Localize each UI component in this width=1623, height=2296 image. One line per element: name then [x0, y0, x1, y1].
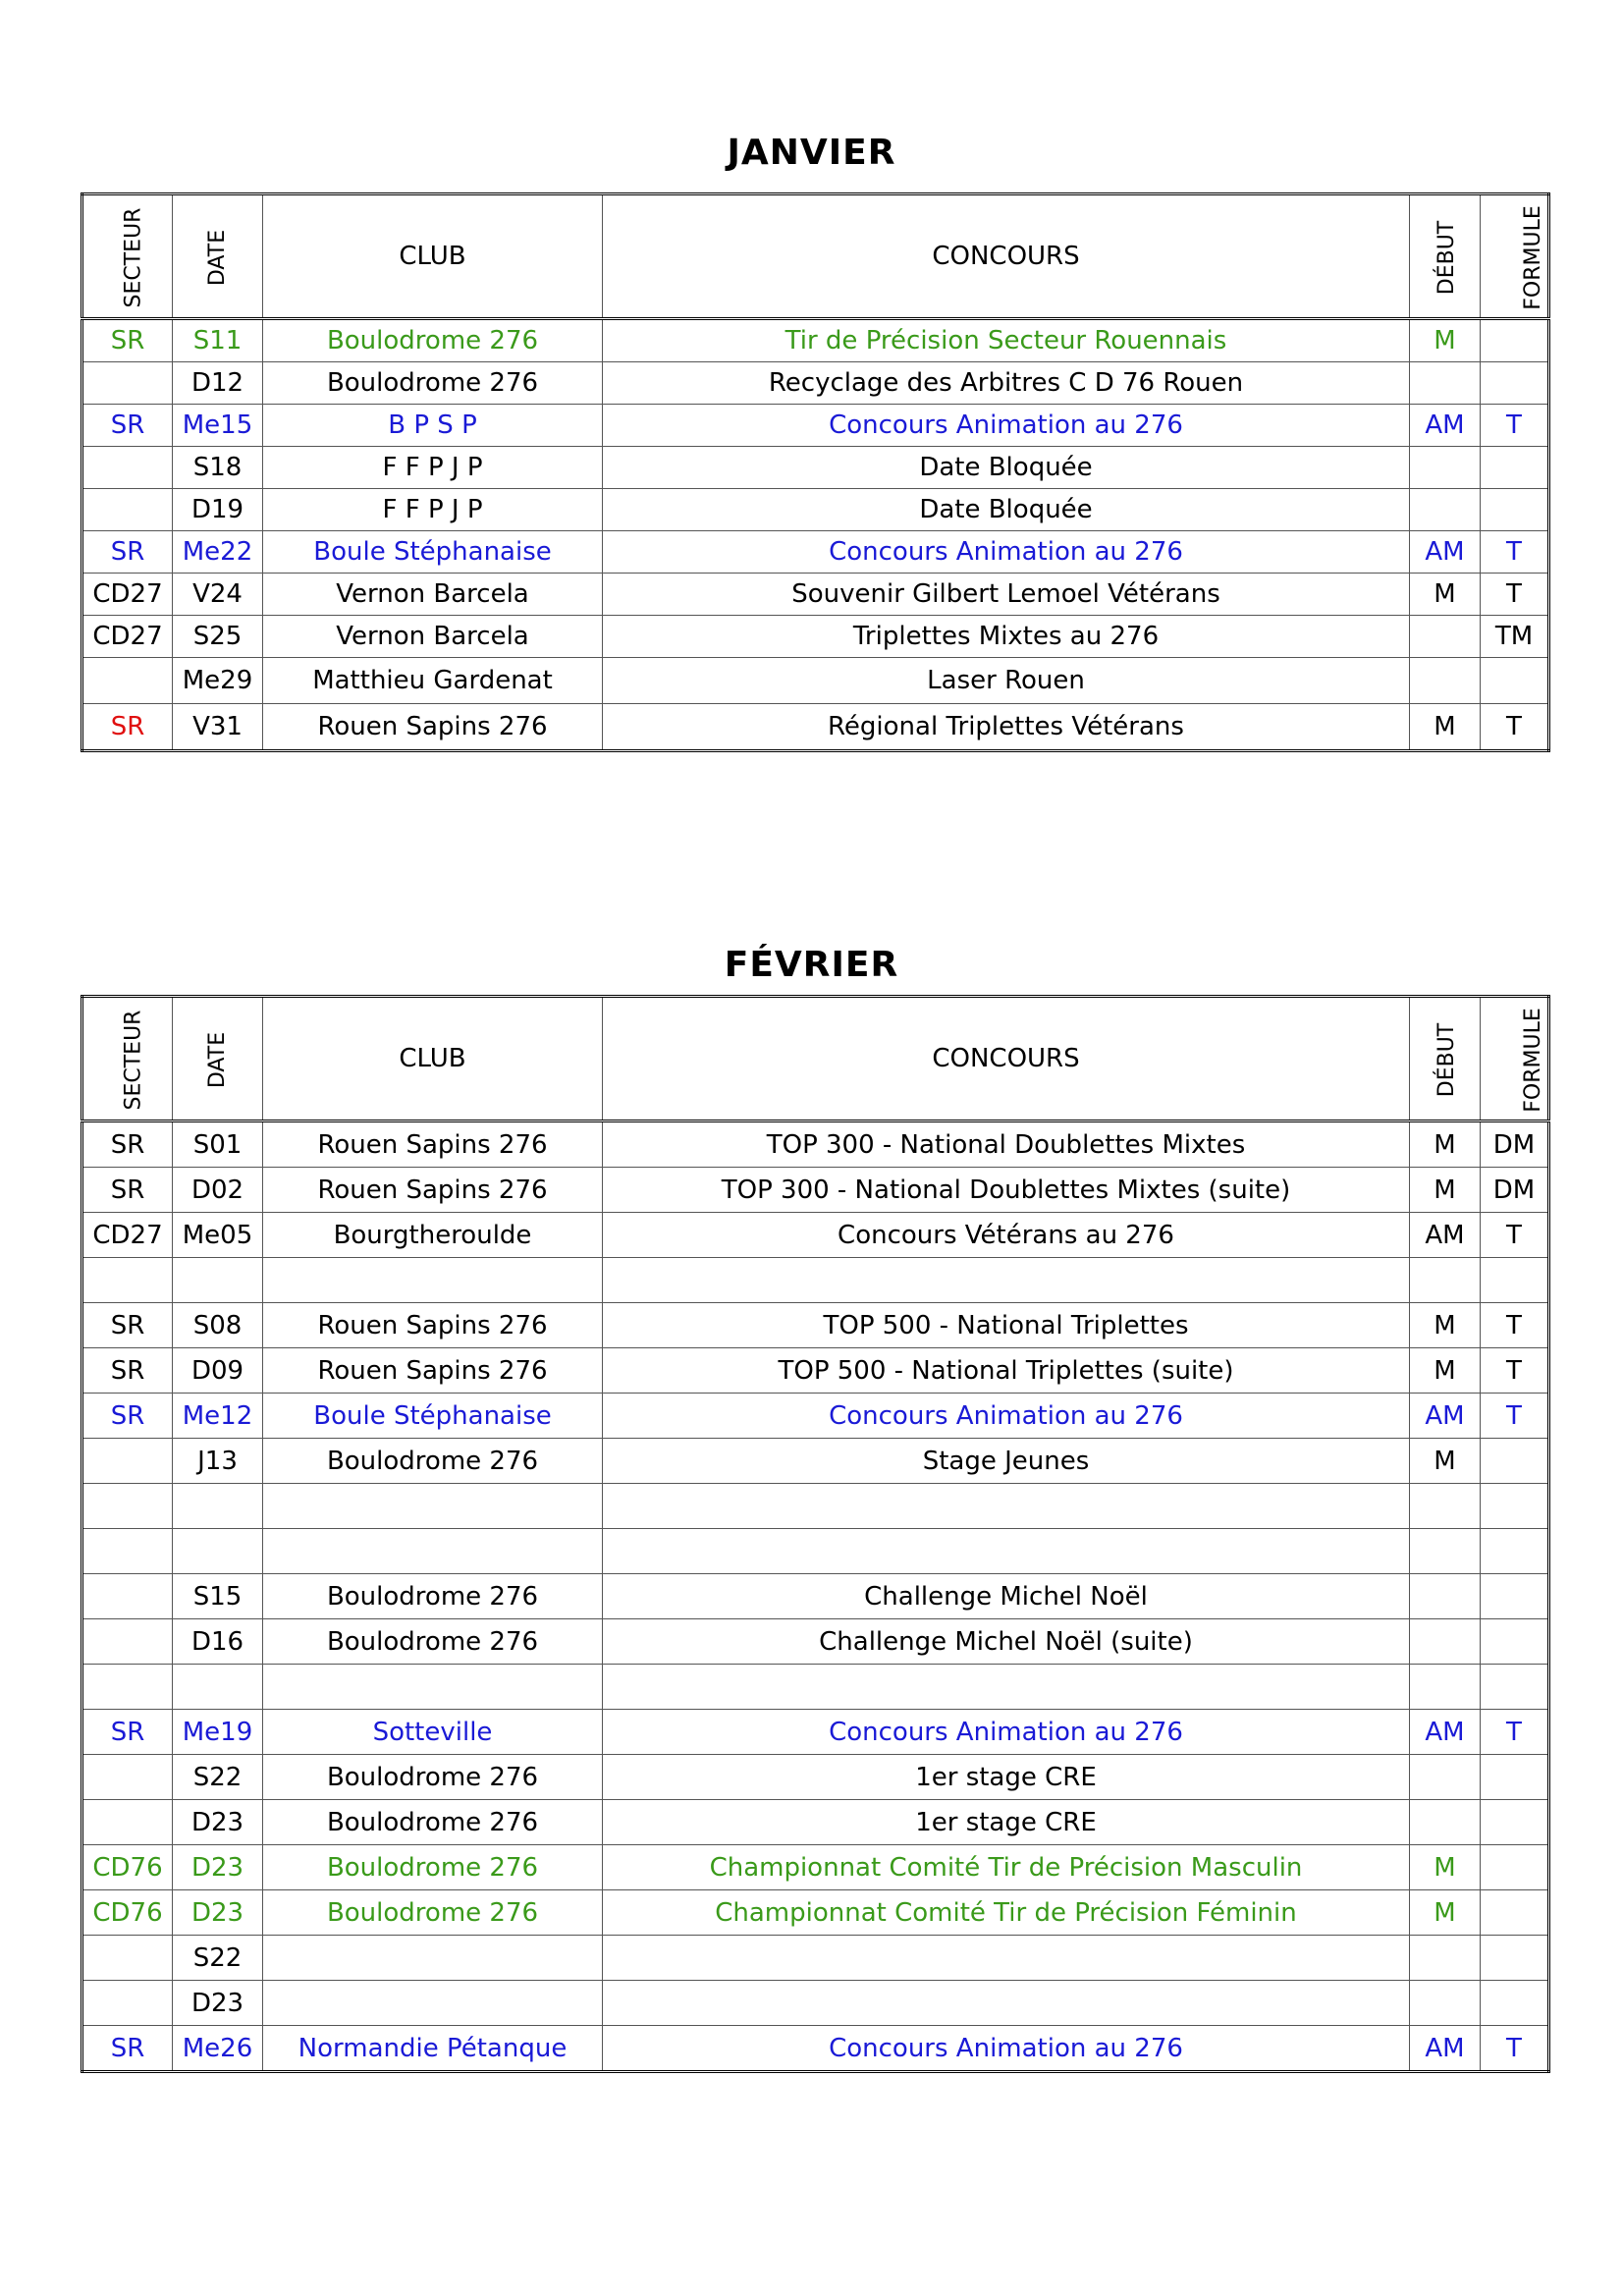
- table-row: [82, 362, 1549, 405]
- cell-formule: [1481, 447, 1549, 489]
- calendar-table-fevrier: [81, 995, 1550, 2073]
- cell-club: Boule Stéphanaise: [263, 531, 603, 574]
- cell-debut: AM: [1410, 1213, 1481, 1258]
- cell-secteur: [82, 1484, 173, 1529]
- table-row: [82, 1619, 1549, 1665]
- cell-date: D16: [173, 1619, 263, 1665]
- cell-concours: 1er stage CRE: [603, 1800, 1410, 1845]
- cell-concours: Triplettes Mixtes au 276: [603, 616, 1410, 658]
- cell-date: Me15: [173, 405, 263, 447]
- cell-debut: M: [1410, 704, 1481, 751]
- cell-concours: Laser Rouen: [603, 658, 1410, 704]
- cell-date: D23: [173, 1981, 263, 2026]
- table-row: [82, 1213, 1549, 1258]
- month-title-fevrier: FÉVRIER: [724, 945, 899, 985]
- cell-debut: [1410, 1665, 1481, 1710]
- table-row: [82, 1529, 1549, 1574]
- table-row: [82, 1168, 1549, 1213]
- cell-concours: Souvenir Gilbert Lemoel Vétérans: [603, 574, 1410, 616]
- table-row: [82, 616, 1549, 658]
- cell-club: Boulodrome 276: [263, 1439, 603, 1484]
- header-concours: CONCOURS: [603, 997, 1410, 1121]
- cell-concours: [603, 1665, 1410, 1710]
- cell-club: Boule Stéphanaise: [263, 1394, 603, 1439]
- header-date: DATE: [173, 194, 263, 319]
- table-row: [82, 1121, 1549, 1168]
- cell-debut: AM: [1410, 1394, 1481, 1439]
- cell-club: Rouen Sapins 276: [263, 1121, 603, 1168]
- cell-date: S15: [173, 1574, 263, 1619]
- cell-secteur: SR: [82, 704, 173, 751]
- cell-date: S08: [173, 1303, 263, 1348]
- header-debut: DÉBUT: [1410, 997, 1481, 1121]
- cell-concours: [603, 1484, 1410, 1529]
- cell-club: [263, 1981, 603, 2026]
- cell-formule: T: [1481, 1394, 1549, 1439]
- table-row: [82, 1981, 1549, 2026]
- cell-secteur: SR: [82, 405, 173, 447]
- table-row: [82, 1484, 1549, 1529]
- cell-secteur: [82, 447, 173, 489]
- cell-date: S22: [173, 1936, 263, 1981]
- cell-concours: Régional Triplettes Vétérans: [603, 704, 1410, 751]
- cell-club: Boulodrome 276: [263, 1890, 603, 1936]
- table-row: [82, 1755, 1549, 1800]
- month-title-janvier: JANVIER: [727, 133, 896, 173]
- cell-date: D23: [173, 1890, 263, 1936]
- cell-formule: [1481, 1484, 1549, 1529]
- header-formule: FORMULE: [1481, 997, 1549, 1121]
- cell-date: Me05: [173, 1213, 263, 1258]
- cell-formule: [1481, 1574, 1549, 1619]
- table-row: [82, 1665, 1549, 1710]
- cell-secteur: SR: [82, 319, 173, 362]
- cell-secteur: [82, 1755, 173, 1800]
- cell-concours: TOP 300 - National Doublettes Mixtes (suite): [603, 1168, 1410, 1213]
- cell-concours: Concours Animation au 276: [603, 531, 1410, 574]
- table-row: [82, 405, 1549, 447]
- cell-debut: M: [1410, 1845, 1481, 1890]
- table-row: [82, 1890, 1549, 1936]
- cell-concours: Concours Animation au 276: [603, 405, 1410, 447]
- cell-date: D12: [173, 362, 263, 405]
- cell-secteur: SR: [82, 1710, 173, 1755]
- cell-date: Me29: [173, 658, 263, 704]
- cell-debut: M: [1410, 1890, 1481, 1936]
- cell-formule: T: [1481, 1348, 1549, 1394]
- header-concours: CONCOURS: [603, 194, 1410, 319]
- cell-date: Me26: [173, 2026, 263, 2072]
- cell-club: Matthieu Gardenat: [263, 658, 603, 704]
- cell-formule: [1481, 319, 1549, 362]
- cell-date: [173, 1529, 263, 1574]
- cell-secteur: CD27: [82, 574, 173, 616]
- table-header-row: [82, 194, 1549, 319]
- cell-club: Rouen Sapins 276: [263, 704, 603, 751]
- cell-club: [263, 1936, 603, 1981]
- cell-secteur: CD76: [82, 1845, 173, 1890]
- cell-date: S01: [173, 1121, 263, 1168]
- cell-debut: AM: [1410, 405, 1481, 447]
- header-secteur: SECTEUR: [82, 997, 173, 1121]
- cell-secteur: [82, 489, 173, 531]
- cell-debut: M: [1410, 1439, 1481, 1484]
- cell-club: F F P J P: [263, 447, 603, 489]
- cell-date: D02: [173, 1168, 263, 1213]
- cell-club: Vernon Barcela: [263, 574, 603, 616]
- table-row: [82, 2026, 1549, 2072]
- cell-secteur: [82, 1258, 173, 1303]
- cell-date: S18: [173, 447, 263, 489]
- cell-secteur: [82, 1665, 173, 1710]
- cell-date: D09: [173, 1348, 263, 1394]
- cell-formule: T: [1481, 1303, 1549, 1348]
- cell-date: V31: [173, 704, 263, 751]
- cell-formule: DM: [1481, 1121, 1549, 1168]
- cell-club: Boulodrome 276: [263, 319, 603, 362]
- cell-formule: [1481, 1755, 1549, 1800]
- cell-date: S22: [173, 1755, 263, 1800]
- cell-date: D23: [173, 1800, 263, 1845]
- cell-formule: [1481, 658, 1549, 704]
- cell-formule: T: [1481, 531, 1549, 574]
- header-secteur: SECTEUR: [82, 194, 173, 319]
- cell-debut: [1410, 616, 1481, 658]
- cell-club: Boulodrome 276: [263, 1619, 603, 1665]
- cell-formule: T: [1481, 2026, 1549, 2072]
- cell-club: [263, 1529, 603, 1574]
- header-date: DATE: [173, 997, 263, 1121]
- table-row: [82, 531, 1549, 574]
- cell-concours: Stage Jeunes: [603, 1439, 1410, 1484]
- cell-concours: [603, 1936, 1410, 1981]
- cell-debut: [1410, 658, 1481, 704]
- cell-secteur: [82, 1981, 173, 2026]
- cell-debut: [1410, 1981, 1481, 2026]
- cell-debut: M: [1410, 1168, 1481, 1213]
- cell-debut: [1410, 362, 1481, 405]
- cell-debut: [1410, 1574, 1481, 1619]
- cell-secteur: [82, 1800, 173, 1845]
- cell-club: Normandie Pétanque: [263, 2026, 603, 2072]
- cell-debut: [1410, 1755, 1481, 1800]
- cell-debut: M: [1410, 574, 1481, 616]
- table-row: [82, 319, 1549, 362]
- table-header-row: [82, 997, 1549, 1121]
- calendar-table-janvier: [81, 192, 1550, 752]
- cell-club: Vernon Barcela: [263, 616, 603, 658]
- header-club: CLUB: [263, 194, 603, 319]
- cell-formule: [1481, 1665, 1549, 1710]
- cell-club: [263, 1665, 603, 1710]
- cell-concours: Date Bloquée: [603, 489, 1410, 531]
- cell-concours: Challenge Michel Noël (suite): [603, 1619, 1410, 1665]
- cell-secteur: SR: [82, 1303, 173, 1348]
- cell-formule: T: [1481, 405, 1549, 447]
- table-row: [82, 1574, 1549, 1619]
- cell-secteur: SR: [82, 2026, 173, 2072]
- cell-concours: Concours Animation au 276: [603, 2026, 1410, 2072]
- table-row: [82, 574, 1549, 616]
- cell-club: Boulodrome 276: [263, 1845, 603, 1890]
- cell-club: Boulodrome 276: [263, 1574, 603, 1619]
- cell-club: Rouen Sapins 276: [263, 1348, 603, 1394]
- cell-debut: M: [1410, 319, 1481, 362]
- cell-debut: AM: [1410, 2026, 1481, 2072]
- header-club: CLUB: [263, 997, 603, 1121]
- cell-date: [173, 1484, 263, 1529]
- cell-formule: [1481, 1258, 1549, 1303]
- cell-secteur: SR: [82, 1394, 173, 1439]
- table-row: [82, 658, 1549, 704]
- cell-date: Me22: [173, 531, 263, 574]
- cell-club: Sotteville: [263, 1710, 603, 1755]
- cell-debut: [1410, 489, 1481, 531]
- header-debut: DÉBUT: [1410, 194, 1481, 319]
- cell-secteur: [82, 658, 173, 704]
- cell-concours: TOP 500 - National Triplettes (suite): [603, 1348, 1410, 1394]
- cell-formule: [1481, 1845, 1549, 1890]
- table-row: [82, 489, 1549, 531]
- table-row: [82, 1800, 1549, 1845]
- cell-formule: DM: [1481, 1168, 1549, 1213]
- cell-secteur: SR: [82, 1121, 173, 1168]
- cell-formule: T: [1481, 1213, 1549, 1258]
- cell-debut: AM: [1410, 531, 1481, 574]
- cell-debut: [1410, 1529, 1481, 1574]
- table-row: [82, 1936, 1549, 1981]
- cell-formule: [1481, 1936, 1549, 1981]
- cell-concours: Challenge Michel Noël: [603, 1574, 1410, 1619]
- cell-formule: [1481, 1439, 1549, 1484]
- cell-concours: Concours Animation au 276: [603, 1710, 1410, 1755]
- cell-formule: TM: [1481, 616, 1549, 658]
- cell-debut: [1410, 1258, 1481, 1303]
- cell-club: F F P J P: [263, 489, 603, 531]
- cell-secteur: [82, 1619, 173, 1665]
- cell-date: V24: [173, 574, 263, 616]
- cell-club: Rouen Sapins 276: [263, 1303, 603, 1348]
- table-row: [82, 1348, 1549, 1394]
- header-formule: FORMULE: [1481, 194, 1549, 319]
- cell-concours: TOP 500 - National Triplettes: [603, 1303, 1410, 1348]
- cell-formule: [1481, 1890, 1549, 1936]
- cell-date: [173, 1665, 263, 1710]
- cell-club: Rouen Sapins 276: [263, 1168, 603, 1213]
- cell-club: Boulodrome 276: [263, 1800, 603, 1845]
- table-row: [82, 1394, 1549, 1439]
- cell-debut: AM: [1410, 1710, 1481, 1755]
- cell-date: S25: [173, 616, 263, 658]
- cell-debut: [1410, 1936, 1481, 1981]
- table-row: [82, 1303, 1549, 1348]
- cell-formule: T: [1481, 574, 1549, 616]
- cell-date: [173, 1258, 263, 1303]
- cell-formule: [1481, 489, 1549, 531]
- table-row: [82, 704, 1549, 751]
- table-row: [82, 1258, 1549, 1303]
- cell-secteur: [82, 362, 173, 405]
- cell-club: Bourgtheroulde: [263, 1213, 603, 1258]
- table-row: [82, 447, 1549, 489]
- cell-debut: [1410, 1800, 1481, 1845]
- cell-formule: T: [1481, 1710, 1549, 1755]
- cell-concours: 1er stage CRE: [603, 1755, 1410, 1800]
- cell-debut: [1410, 1484, 1481, 1529]
- cell-formule: [1481, 1800, 1549, 1845]
- cell-concours: Championnat Comité Tir de Précision Masculin: [603, 1845, 1410, 1890]
- cell-concours: [603, 1258, 1410, 1303]
- table-row: [82, 1710, 1549, 1755]
- cell-club: Boulodrome 276: [263, 362, 603, 405]
- cell-debut: M: [1410, 1303, 1481, 1348]
- cell-concours: [603, 1981, 1410, 2026]
- cell-formule: [1481, 1981, 1549, 2026]
- table-row: [82, 1439, 1549, 1484]
- cell-concours: [603, 1529, 1410, 1574]
- cell-debut: [1410, 1619, 1481, 1665]
- cell-date: S11: [173, 319, 263, 362]
- cell-concours: Tir de Précision Secteur Rouennais: [603, 319, 1410, 362]
- cell-secteur: [82, 1936, 173, 1981]
- cell-concours: Date Bloquée: [603, 447, 1410, 489]
- cell-date: D23: [173, 1845, 263, 1890]
- cell-secteur: [82, 1529, 173, 1574]
- cell-formule: [1481, 1619, 1549, 1665]
- cell-secteur: CD76: [82, 1890, 173, 1936]
- cell-secteur: SR: [82, 1348, 173, 1394]
- cell-secteur: SR: [82, 531, 173, 574]
- cell-debut: [1410, 447, 1481, 489]
- cell-secteur: SR: [82, 1168, 173, 1213]
- cell-secteur: [82, 1574, 173, 1619]
- cell-formule: T: [1481, 704, 1549, 751]
- cell-concours: Concours Animation au 276: [603, 1394, 1410, 1439]
- cell-formule: [1481, 1529, 1549, 1574]
- cell-date: Me19: [173, 1710, 263, 1755]
- cell-concours: Concours Vétérans au 276: [603, 1213, 1410, 1258]
- cell-concours: Recyclage des Arbitres C D 76 Rouen: [603, 362, 1410, 405]
- cell-club: [263, 1484, 603, 1529]
- cell-date: Me12: [173, 1394, 263, 1439]
- cell-club: Boulodrome 276: [263, 1755, 603, 1800]
- cell-secteur: CD27: [82, 616, 173, 658]
- cell-debut: M: [1410, 1121, 1481, 1168]
- cell-date: D19: [173, 489, 263, 531]
- cell-club: B P S P: [263, 405, 603, 447]
- cell-secteur: [82, 1439, 173, 1484]
- cell-club: [263, 1258, 603, 1303]
- cell-formule: [1481, 362, 1549, 405]
- cell-debut: M: [1410, 1348, 1481, 1394]
- cell-concours: Championnat Comité Tir de Précision Féminin: [603, 1890, 1410, 1936]
- cell-concours: TOP 300 - National Doublettes Mixtes: [603, 1121, 1410, 1168]
- cell-date: J13: [173, 1439, 263, 1484]
- table-row: [82, 1845, 1549, 1890]
- cell-secteur: CD27: [82, 1213, 173, 1258]
